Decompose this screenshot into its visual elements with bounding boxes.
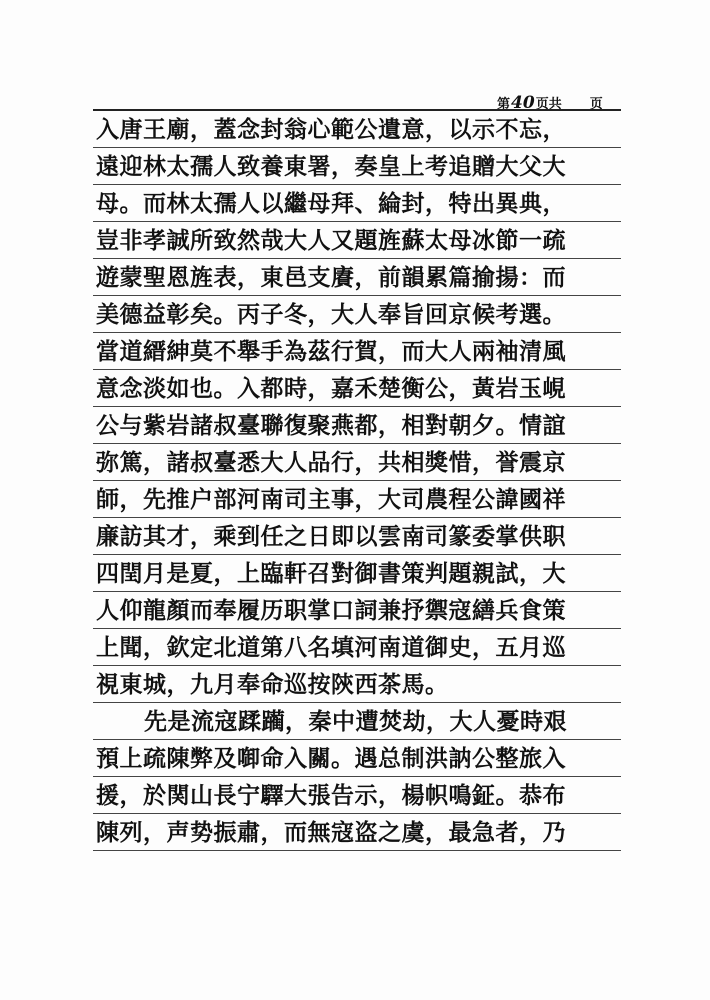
text-line: 公与紫岩諸叔臺聯復聚燕都，相對朝夕。情誼 (96, 412, 566, 439)
ruled-line (93, 591, 621, 592)
ruled-line (93, 554, 621, 555)
ruled-line (93, 443, 621, 444)
text-line: 母。而林太孺人以繼母拜、綸封，特出異典， (96, 190, 566, 217)
text-line: 陳列，声势振肅，而無寇盗之虞，最急者，乃 (96, 819, 566, 846)
ruled-line (93, 258, 621, 259)
text-line: 預上疏陳弊及啣命入關。遇总制洪訥公整旅入 (96, 745, 566, 772)
ruled-line (93, 109, 621, 111)
text-line: 四閏月是夏，上臨軒召對御書策判題親試，大 (96, 560, 566, 587)
page-prefix: 第 (497, 97, 511, 112)
text-line: 上聞，欽定北道第八名填河南道御史，五月巡 (96, 634, 566, 661)
ruled-line (93, 184, 621, 185)
ruled-line (93, 332, 621, 333)
ruled-line (93, 295, 621, 296)
text-line: 遠迎林太孺人致養東署，奏皇上考追贈大父大 (96, 153, 566, 180)
ruled-line (93, 739, 621, 740)
text-line: 弥篤，諸叔臺悉大人品行，共相獎惜，誉震京 (96, 449, 566, 476)
ruled-line (93, 665, 621, 666)
ruled-line (93, 850, 621, 851)
ruled-line (93, 628, 621, 629)
page-suffix: 页共 (535, 97, 562, 112)
ruled-line (93, 517, 621, 518)
text-line: 人仰龍顏而奉履历职掌口詞兼抒禦寇繕兵食策 (96, 597, 566, 624)
ruled-line (93, 480, 621, 481)
page-number: 40 (511, 93, 535, 113)
ruled-line (93, 406, 621, 407)
text-line: 入唐王廟，蓋念封翁心範公遺意，以示不忘， (96, 116, 566, 143)
text-line: 視東城，九月奉命巡按陝西茶馬。 (96, 671, 449, 698)
text-line: 師，先推户部河南司主事，大司農程公諱國祥 (96, 486, 566, 513)
ruled-line (93, 813, 621, 814)
text-line: 先是流寇蹂躏，秦中遭焚劫，大人憂時艰 (144, 708, 567, 735)
text-line: 豈非孝誠所致然哉大人又題旌蘇太母冰節一疏 (96, 227, 566, 254)
ruled-line (93, 702, 621, 703)
text-line: 美德益彰矣。丙子冬，大人奉旨回京候考選。 (96, 301, 566, 328)
ruled-line (93, 147, 621, 148)
page-total-label: 页 (589, 97, 603, 112)
ruled-line (93, 369, 621, 370)
text-line: 遊蒙聖恩旌表，東邑支賡，前韻累篇揄揚：而 (96, 264, 566, 291)
ruled-line (93, 221, 621, 222)
text-line: 援，於関山長宁驛大張告示，楊帜鳴鉦。恭布 (96, 782, 566, 809)
text-line: 意念淡如也。入都時，嘉禾楚衡公，黃岩玉峴 (96, 375, 566, 402)
ruled-line (93, 776, 621, 777)
text-line: 當道縉紳莫不舉手為茲行賀，而大人兩袖清風 (96, 338, 566, 365)
text-line: 廉訪其才，乘到任之日即以雲南司篆委掌供职 (96, 523, 566, 550)
